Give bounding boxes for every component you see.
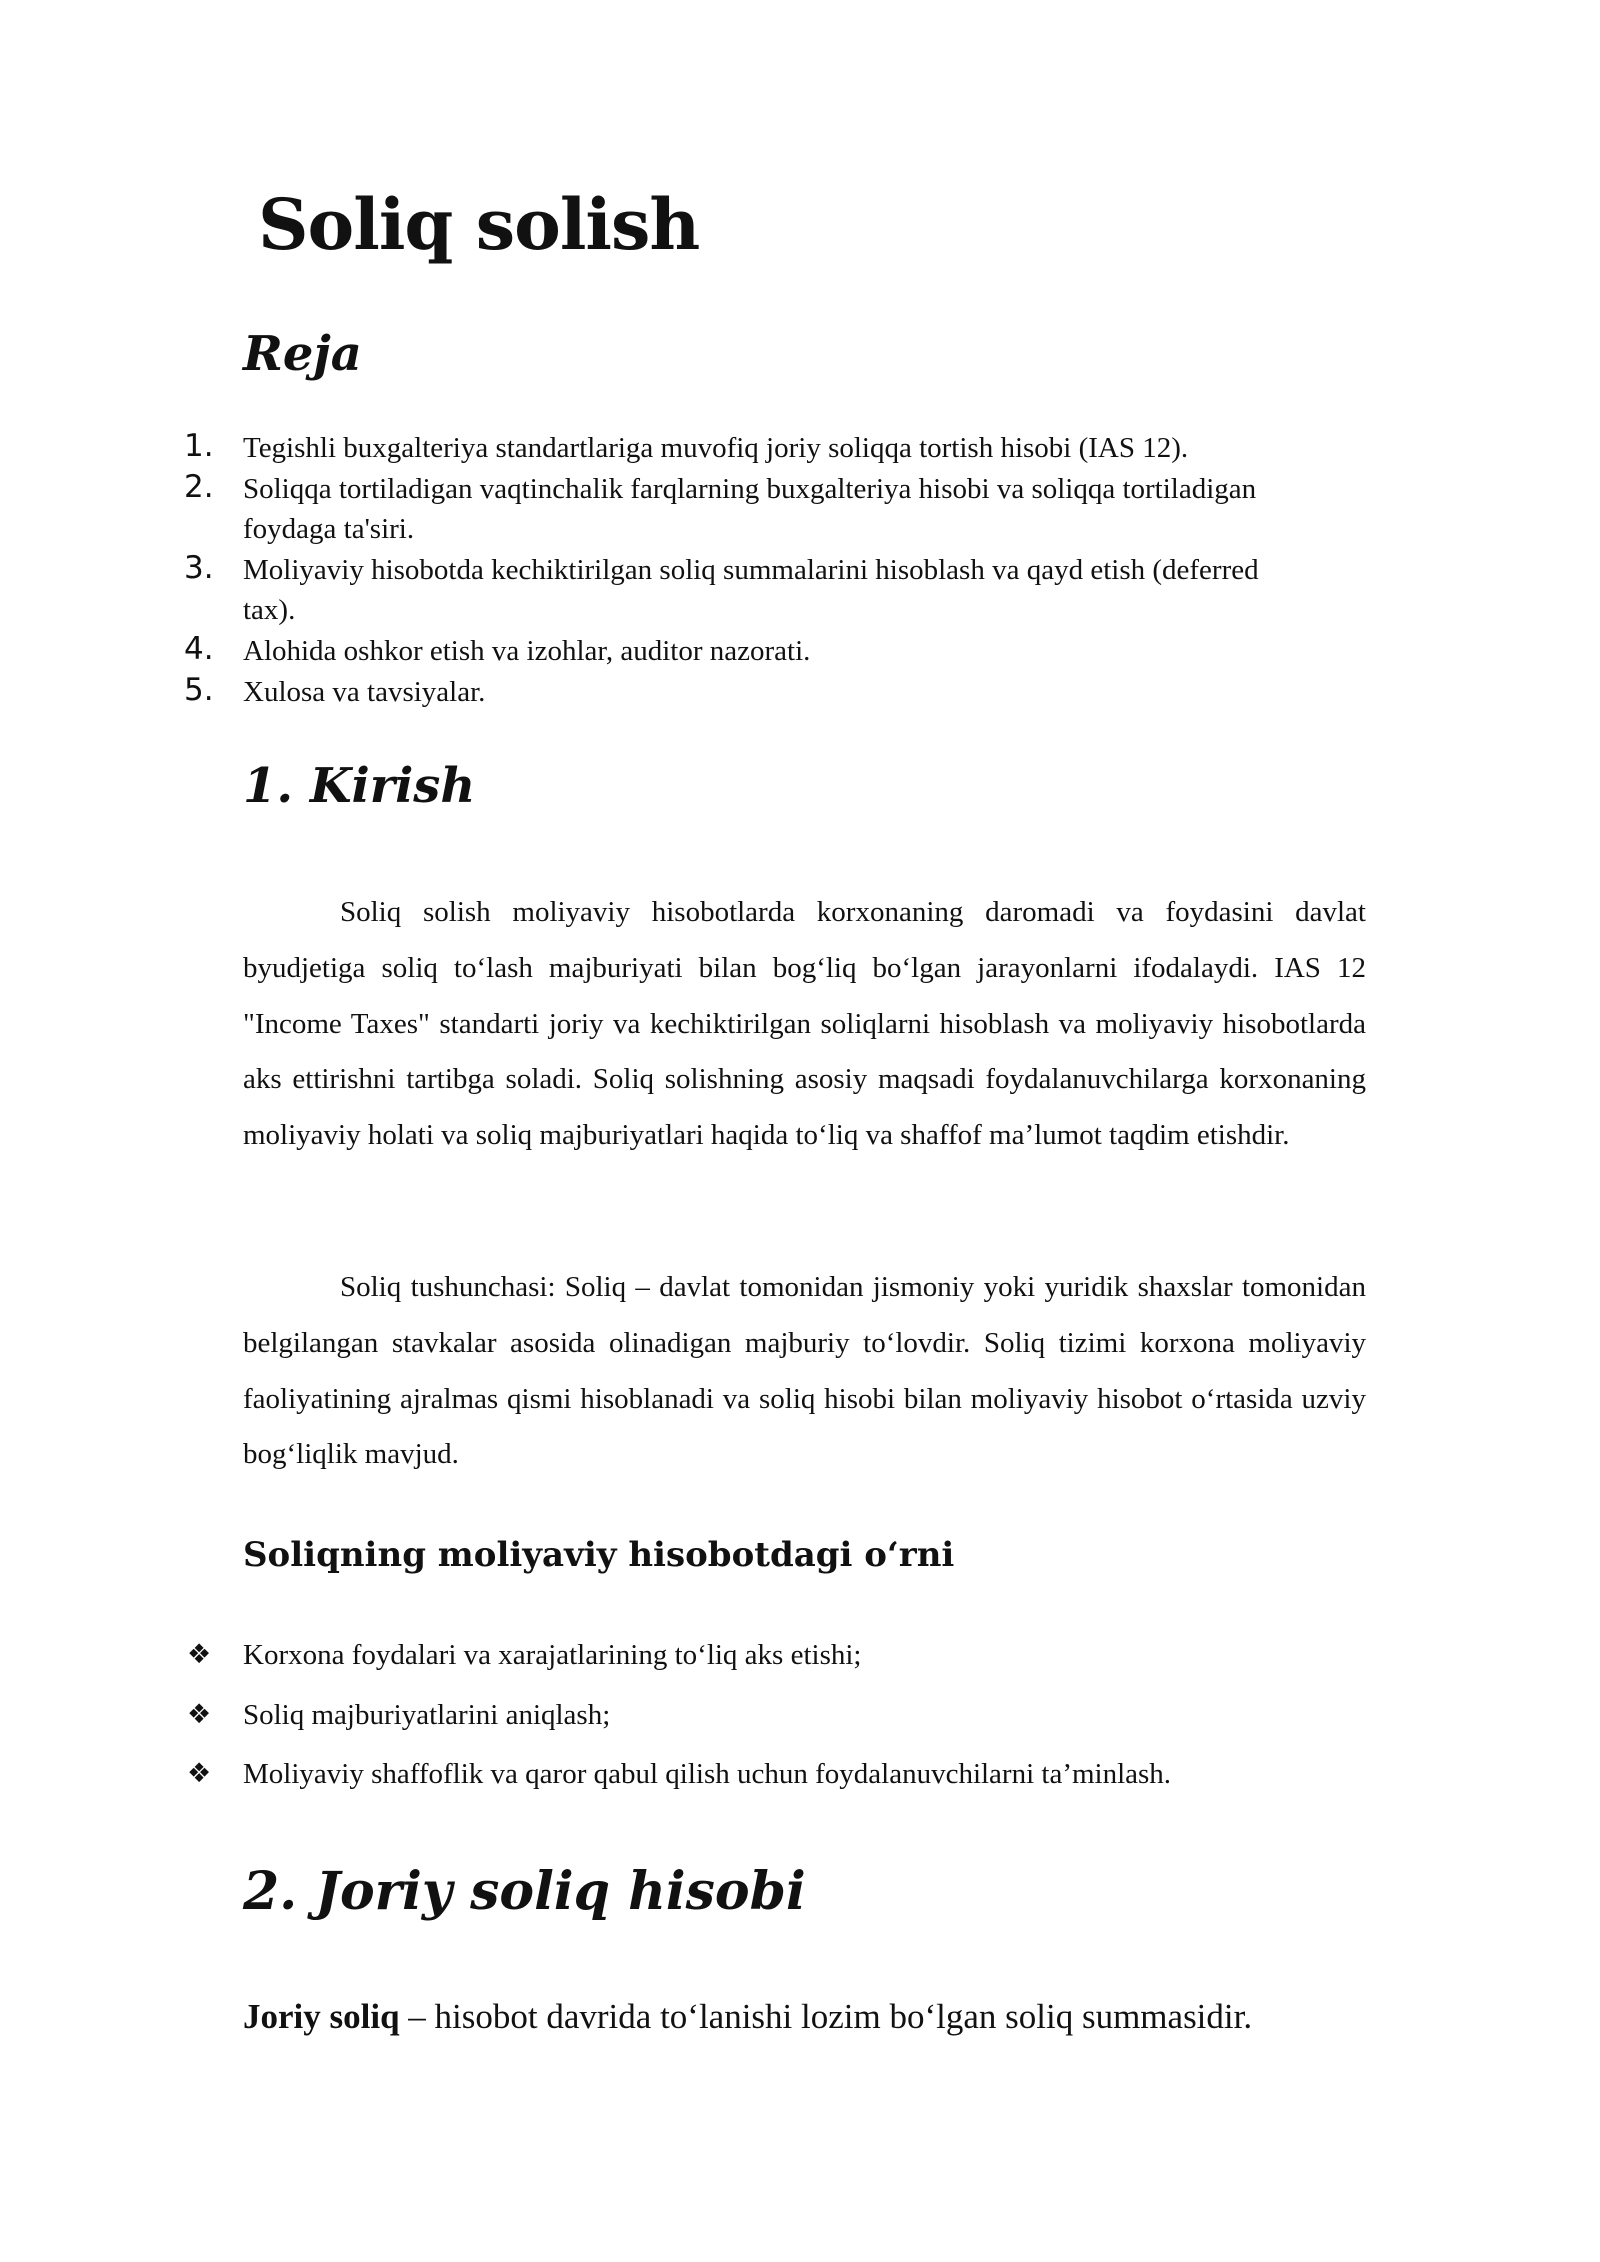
bullet-text: Soliq majburiyatlarini aniqlash; (243, 1698, 611, 1731)
plan-item (0, 631, 1293, 671)
section-heading-kirish: 1. Kirish (243, 758, 476, 814)
plan-item-number: 4. (184, 631, 214, 667)
bullet-item (0, 1635, 1600, 1695)
current-tax-definition (243, 1995, 1252, 2039)
diamond-bullet-icon: ❖ (187, 1698, 212, 1730)
definition-term: Joriy soliq (243, 1997, 400, 2036)
definition-text: – hisobot davrida to‘lanishi lozim bo‘lgan soliq summasidir. (399, 1997, 1253, 2036)
section-heading-joriy: 2. Joriy soliq hisobi (243, 1861, 806, 1922)
plan-item (0, 672, 1293, 712)
plan-item-text: Xulosa va tavsiyalar. (243, 676, 486, 708)
plan-item-number: 3. (184, 550, 214, 586)
plan-heading: Reja (243, 326, 362, 382)
bullet-item (0, 1695, 1600, 1755)
plan-item (0, 469, 1293, 549)
plan-item-number: 1. (184, 428, 214, 464)
bullet-item (0, 1754, 1600, 1814)
bullet-text: Korxona foydalari va xarajatlarining to‘liq aks etishi; (243, 1639, 862, 1671)
role-bullet-list (0, 1635, 1600, 1814)
diamond-bullet-icon: ❖ (187, 1758, 212, 1789)
plan-item-text: Alohida oshkor etish va izohlar, auditor nazorati. (243, 635, 811, 667)
plan-list (0, 428, 1600, 713)
plan-item-text: Soliqqa tortiladigan vaqtinchalik farqlarning buxgalteriya hisobi va soliqqa tortiladigan foydaga ta'siri. (243, 473, 1257, 545)
plan-item-number: 5. (184, 672, 214, 708)
plan-item (0, 428, 1293, 468)
plan-item-text: Moliyaviy hisobotda kechiktirilgan soliq summalarini hisoblash va qayd etish (deferred tax). (243, 554, 1259, 626)
intro-paragraph: Soliq solish moliyaviy hisobotlarda korxonaning daromadi va foydasini davlat byudjetiga soliq to‘lash majburiyati bilan bog‘liq bo‘lgan jarayonlarni ifodalaydi. IAS 12 "Income Taxes" standarti joriy va kechiktirilgan soliqlarni hisoblash va moliyaviy hisobotlarda aks ettirishni tartibga soladi. Soliq solishning asosiy maqsadi foydalanuvchilarga korxonaning moliyaviy holati va soliq majburiyatlari haqida to‘liq va shaffof ma’lumot taqdim etishdir. (243, 896, 1366, 1152)
document-title: Soliq solish (258, 183, 700, 266)
plan-item-text: Tegishli buxgalteriya standartlariga muvofiq joriy soliqqa tortish hisobi (IAS 12). (243, 432, 1189, 464)
diamond-bullet-icon: ❖ (187, 1639, 212, 1670)
bullet-text: Moliyaviy shaffoflik va qaror qabul qilish uchun foydalanuvchilarni ta’minlash. (243, 1758, 1172, 1790)
subsection-heading: Soliqning moliyaviy hisobotdagi o‘rni (243, 1535, 955, 1575)
plan-item-number: 2. (184, 469, 214, 505)
tax-concept-paragraph: Soliq tushunchasi: Soliq – davlat tomonidan jismoniy yoki yuridik shaxslar tomonidan belgilangan stavkalar asosida olinadigan majburiy to‘lovdir. Soliq tizimi korxona moliyaviy faoliyatining ajralmas qismi hisoblanadi va soliq hisobi bilan moliyaviy hisobot o‘rtasida uzviy bog‘liqlik mavjud. (243, 1271, 1366, 1471)
plan-item (0, 550, 1293, 630)
